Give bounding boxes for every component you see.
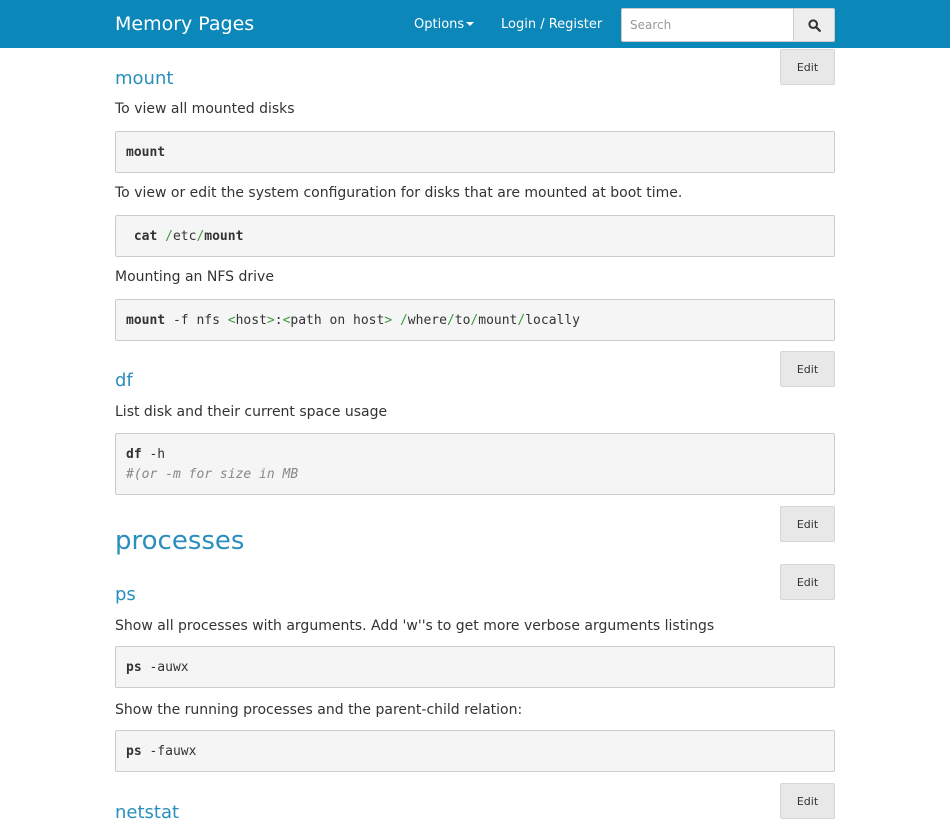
code-comment: #(or -m for size in MB: [126, 467, 299, 482]
edit-button-ps[interactable]: Edit: [780, 564, 835, 600]
code-block-ps-fauwx: ps -fauwx: [115, 730, 835, 772]
code-block-mount: [115, 131, 835, 173]
df-description: List disk and their current space usage: [115, 404, 388, 420]
code-block-ps-auwx: ps -auwx: [115, 646, 835, 688]
heading-netstat[interactable]: netstat: [115, 802, 180, 823]
edit-button-df[interactable]: Edit: [780, 351, 835, 387]
mount-description: To view all mounted disks: [115, 101, 295, 117]
ps-tree-description: Show the running processes and the parent-child relation:: [115, 702, 523, 718]
ps-description: Show all processes with arguments. Add 'w''s to get more verbose arguments listings: [115, 618, 715, 634]
code-block-cat-mount: cat /etc/mount: [115, 215, 835, 257]
caret-down-icon: [466, 22, 474, 26]
mount-config-description: To view or edit the system configuration for disks that are mounted at boot time.: [115, 185, 683, 201]
heading-processes[interactable]: processes: [115, 526, 245, 556]
heading-ps[interactable]: ps: [115, 584, 136, 605]
search-input[interactable]: [621, 8, 794, 42]
code-block-mount-nfs: mount -f nfs <host>:<path on host> /where/to/mount/locally: [115, 299, 835, 341]
options-dropdown[interactable]: [414, 16, 474, 33]
heading-mount[interactable]: mount: [115, 68, 174, 89]
code-block-df: df -h #(or -m for size in MB: [115, 433, 835, 495]
edit-button-netstat[interactable]: Edit: [780, 783, 835, 819]
code-keyword: cat: [133, 229, 158, 244]
navbar: [0, 0, 950, 48]
heading-df[interactable]: df: [115, 370, 133, 391]
login-register-link[interactable]: Login / Register: [501, 17, 603, 32]
code-keyword: mount: [126, 145, 166, 160]
search-button[interactable]: [793, 8, 835, 42]
search-icon: [808, 19, 821, 32]
options-label: Options: [414, 17, 465, 32]
nfs-description: Mounting an NFS drive: [115, 269, 274, 285]
edit-button-processes[interactable]: Edit: [780, 506, 835, 542]
edit-button-mount[interactable]: Edit: [780, 49, 835, 85]
brand-logo[interactable]: Memory Pages: [115, 13, 255, 35]
